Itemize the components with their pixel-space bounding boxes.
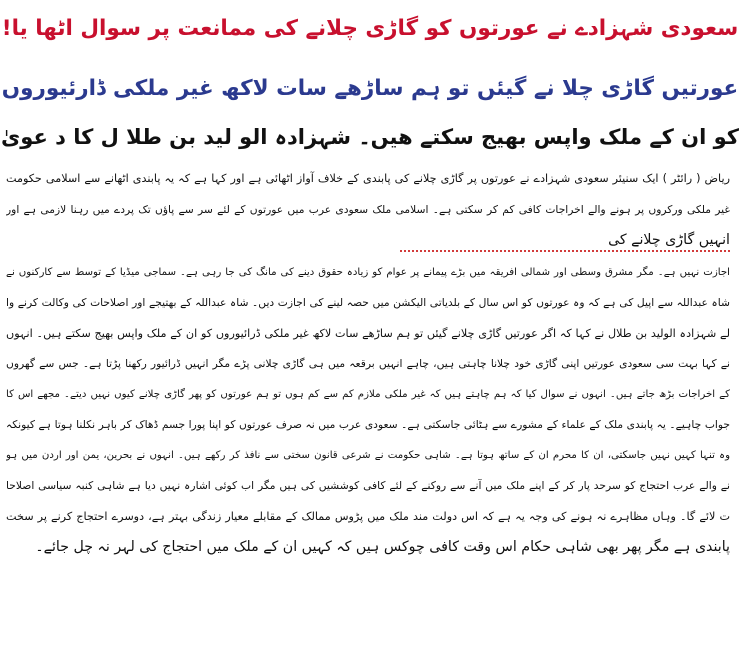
article-line: غیر ملکی ورکروں پر ہونے والے اخراجات کافی کم کر سکتی ہے۔ اسلامی ملک سعودی عرب میں عورتوں کے لئے سر سے پاؤں تک پردے میں رہنا لازمی ہے اور (6, 202, 730, 216)
article-line: شاہ عبداللہ سے اپیل کی ہے کہ وہ عورتوں کو اس سال کے بلدیاتی الیکشن میں حصہ لینے کی اجازت دیں۔ شاہ عبداللہ کے بھتیجے اور اصلاحات کی وکالت کرنے وا (6, 296, 730, 309)
article-line: اجازت نہیں ہے۔ مگر مشرق وسطی اور شمالی افریقہ میں بڑے پیمانے پر عوام کو زیادہ حقوق دینے کی مانگ کی جا رہی ہے۔ سماجی میڈیا کے توسط سے کارکنوں نے (6, 266, 730, 278)
sub-headline-continued: کو ان کے ملک واپس بھیج سکتے ھیں۔ شہزادہ الو لید بن طلا ل کا د عویٰ (1, 125, 739, 149)
article-line: نے کہا بہت سی سعودی عورتیں اپنی گاڑی خود چلانا چاہتی ہیں، چاہے انہیں برقعہ میں ہی گاڑی چلانی پڑے مگر انہیں ڈرائیور رکھنا پڑتا ہے۔ جس سے گھروں (6, 357, 730, 370)
article-line: کے اخراجات بڑھ جاتے ہیں۔ انہوں نے سوال کیا کہ ہم چاہتے ہیں کہ غیر ملکی ملازم کم سے کم ہوں تو ہم عورتوں کو پھر گاڑی چلانے کیوں نہیں دیتے۔ مجھے اس کا (6, 388, 730, 400)
article-line: وہ تنہا کہیں نہیں جاسکتی، ان کا محرم ان کے ساتھ ہوتا ہے۔ شاہی حکومت نے شرعی قانون سختی سے نافذ کر رکھے ہیں۔ انہوں نے بحرین، یمن اور اردن میں ہو (6, 449, 730, 461)
article-line: جواب چاہیے۔ یہ پابندی ملک کے علماء کے مشورے سے ہٹائی جاسکتی ہے۔ سعودی عرب میں نہ صرف عورتوں کو اپنا پورا جسم ڈھاک کر باہر نکلنا ہوتا ہے کیونکہ (6, 418, 730, 431)
article-line: ت لائے گا۔ وہاں مظاہرے نہ ہونے کی وجہ یہ ہے کہ اس دولت مند ملک میں پڑوس ممالک کے مقابلے معیار زندگی بہتر ہے، دوسرے احتجاج کرنے پر سخت (6, 509, 730, 523)
article-line: لے شہزادہ الولید بن طلال نے کہا کہ اگر عورتیں گاڑی چلانے گیئں تو ہم ساڑھے سات لاکھ غیر ملکی ڈرائیوروں کو ان کے ملک واپس بھیج سکتے ہیں۔ انہوں (6, 326, 730, 340)
main-headline: سعودی شہزادے نے عورتوں کو گاڑی چلانے کی ممانعت پر سوال اٹھا یا! (1, 16, 739, 41)
article-line: نے والے عرب احتجاج کو سرحد پار کر کے اپنے ملک میں آنے سے روکنے کے لئے کافی کوششیں کی ہیں مگر اب کوئی اشارہ نہیں دیا ہے شاہی کنبہ سیاسی اصلاحا (6, 479, 730, 492)
article-line: انہیں گاڑی چلانے کی (608, 232, 730, 248)
article-line: ریاض ( رائٹر ) ایک سنیئر سعودی شہزادے نے عورتوں پر گاڑی چلانے کی پابندی کے خلاف آواز اٹھائی ہے اور کہا ہے کہ یہ پابندی اٹھانے سے اسلامی حکومت (6, 172, 730, 185)
article-line: پابندی ہے مگر پھر بھی شاہی حکام اس وقت کافی چوکس ہیں کہ کہیں ان کے ملک میں احتجاج کی لہر نہ چل جائے۔ (35, 539, 730, 555)
article-body (6, 164, 730, 563)
sub-headline: عورتیں گاڑی چلا نے گیئں تو ہم ساڑھے سات لاکھ غیر ملکی ڈارئیوروں (1, 76, 739, 101)
